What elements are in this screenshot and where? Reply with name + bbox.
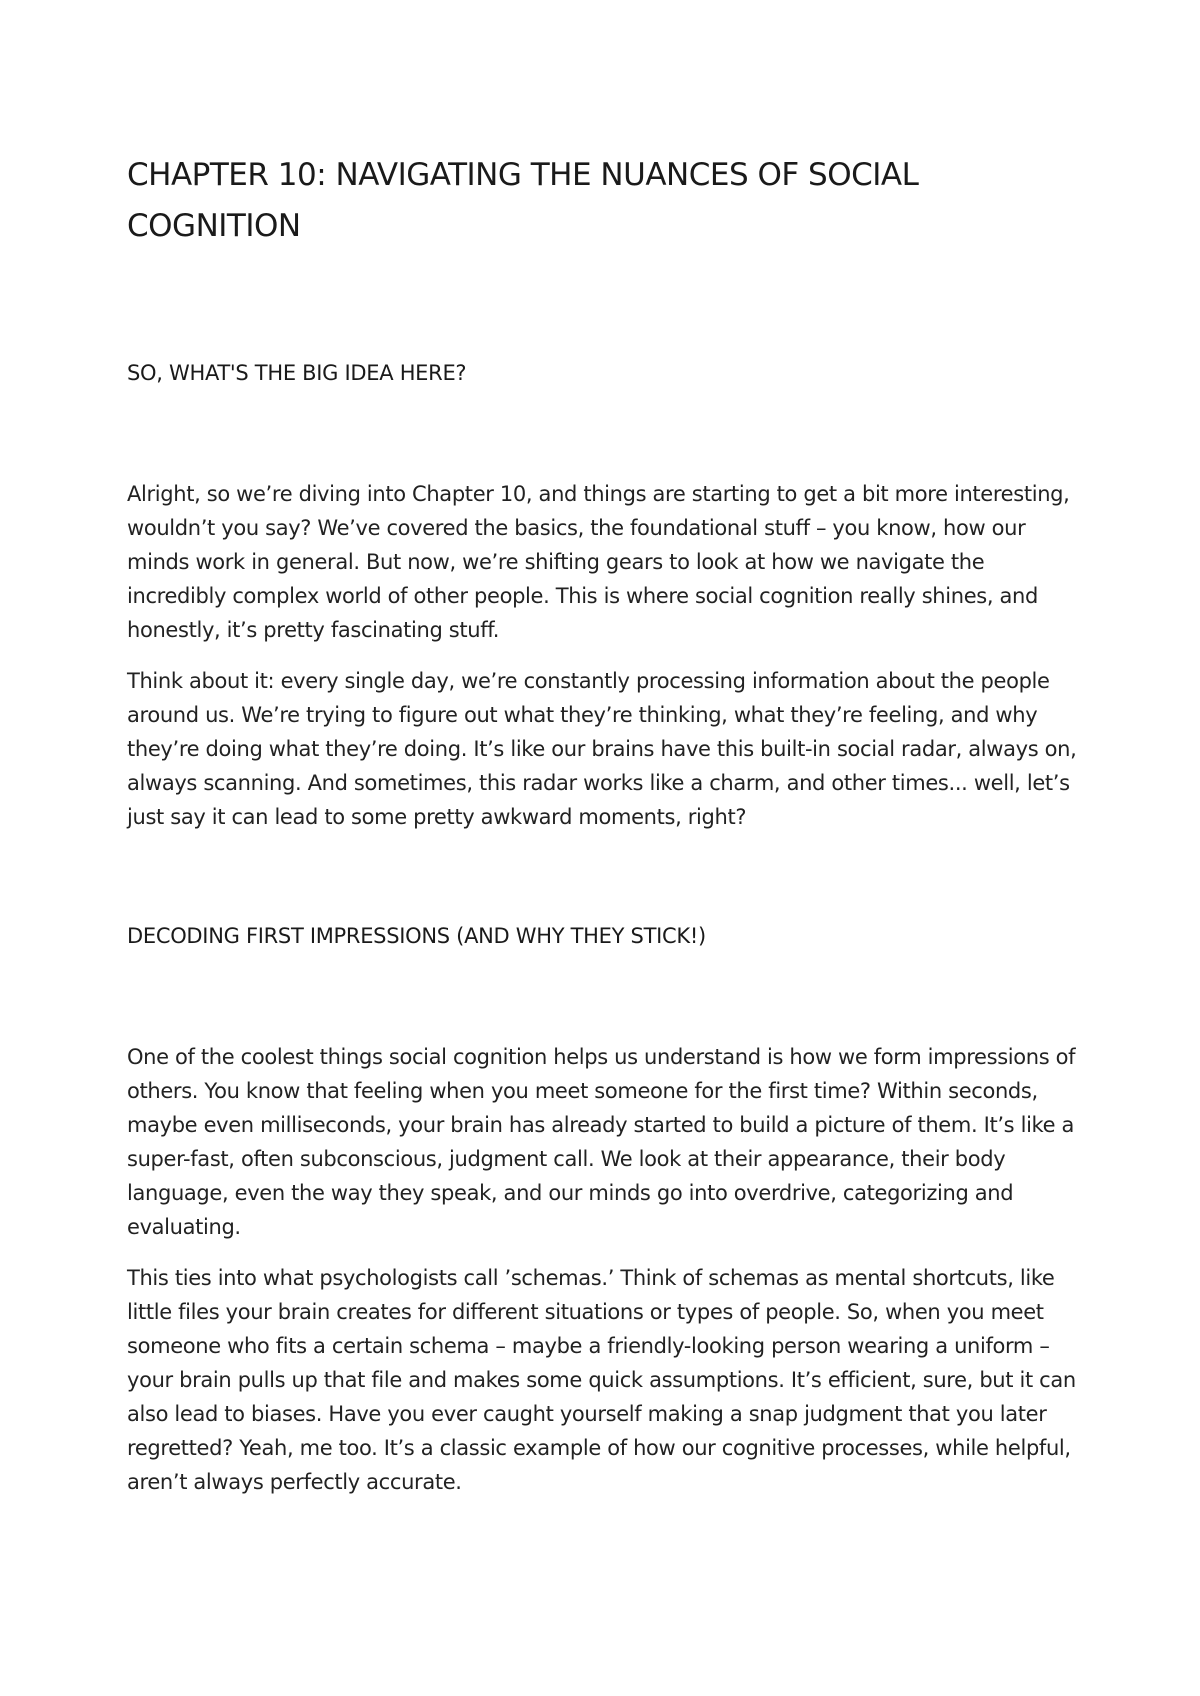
paragraph: Alright, so we’re diving into Chapter 10, and things are starting to get a bit more interesting, wouldn’t you say? We’ve covered the basics, the foundational stuff – you know, how our minds work in general. But now, we’re shifting gears to look at how we navigate the incredibly complex world of other people. This is where social cognition really shines, and honestly, it’s pretty fascinating stuff. xyxy=(127,482,1070,642)
paragraph: Think about it: every single day, we’re constantly processing information about the people around us. We’re trying to figure out what they’re thinking, what they’re feeling, and why they’re doing what they’re doing. It’s like our brains have this built-in social radar, always on, always scanning. And sometimes, this radar works like a charm, and other times... well, let’s just say it can lead to some pretty awkward moments, right? xyxy=(127,669,1077,829)
chapter-title: CHAPTER 10: NAVIGATING THE NUANCES OF SOCIAL COGNITION xyxy=(127,157,919,244)
paragraph: This ties into what psychologists call ’schemas.’ Think of schemas as mental shortcuts, like little files your brain creates for different situations or types of people. So, when you meet someone who fits a certain schema – maybe a friendly-looking person wearing a uniform – your brain pulls up that file and makes some quick assumptions. It’s efficient, sure, but it can also lead to biases. Have you ever caught yourself making a snap judgment that you later regretted? Yeah, me too. It’s a classic example of how our cognitive processes, while helpful, aren’t always perfectly accurate. xyxy=(127,1266,1076,1494)
section-heading-first-impressions: DECODING FIRST IMPRESSIONS (AND WHY THEY STICK!) xyxy=(127,924,706,948)
paragraph: One of the coolest things social cognition helps us understand is how we form impressions of others. You know that feeling when you meet someone for the first time? Within seconds, maybe even milliseconds, your brain has already started to build a picture of them. It’s like a super-fast, often subconscious, judgment call. We look at their appearance, their body language, even the way they speak, and our minds go into overdrive, categorizing and evaluating. xyxy=(127,1045,1076,1239)
document-page xyxy=(127,150,1087,1499)
section-heading-big-idea: SO, WHAT'S THE BIG IDEA HERE? xyxy=(127,361,467,385)
